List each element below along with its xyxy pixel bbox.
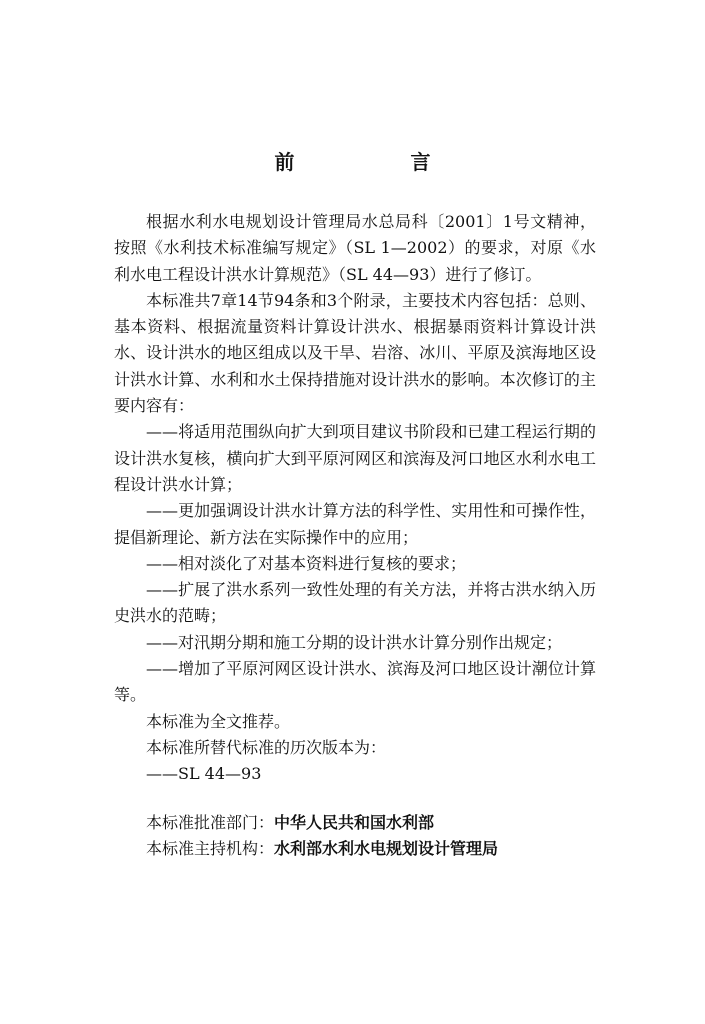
revision-item: ——对汛期分期和施工分期的设计洪水计算分别作出规定； — [146, 632, 563, 652]
page-title: 前 言 — [274, 150, 479, 174]
paragraph-background: 根据水利水电规划设计管理局水总局科〔2001〕1号文精神，按照《水利技术标准编写规定》（SL 1—2002）的要求，对原《水利水电工程设计洪水计算规范》（SL 44—93）进行了修订。 — [114, 212, 596, 284]
section-spacer — [114, 788, 596, 810]
paragraph-previous-versions: 本标准所替代标准的历次版本为： — [146, 737, 387, 757]
revision-item: ——增加了平原河网区设计洪水、滨海及河口地区设计潮位计算等。 — [114, 659, 596, 705]
host-organization-value: 水利部水利水电规划设计管理局 — [274, 838, 499, 858]
approval-department-row — [114, 810, 596, 836]
approval-department-label: 本标准批准部门： — [146, 812, 275, 832]
revision-item: ——更加强调设计洪水计算方法的科学性、实用性和可操作性，提倡新理论、新方法在实际操作中的应用； — [114, 501, 596, 547]
host-organization-label: 本标准主持机构： — [146, 838, 275, 858]
foreword-body — [114, 209, 596, 862]
approval-department-value: 中华人民共和国水利部 — [274, 812, 435, 832]
revision-item: ——相对淡化了对基本资料进行复核的要求； — [146, 553, 467, 573]
paragraph-contents: 本标准共7章14节94条和3个附录，主要技术内容包括：总则、基本资料、根据流量资料计算设计洪水、根据暴雨资料计算设计洪水、设计洪水的地区组成以及干旱、岩溶、冰川、平原及滨海地区设计洪水计算、水利和水土保持措施对设计洪水的影响。本次修订的主要内容有： — [114, 290, 596, 416]
host-organization-row — [114, 836, 596, 862]
paragraph-recommendation: 本标准为全文推荐。 — [146, 711, 291, 731]
previous-version-item: ——SL 44—93 — [146, 764, 262, 784]
revision-item: ——扩展了洪水系列一致性处理的有关方法，并将古洪水纳入历史洪水的范畴； — [114, 580, 596, 626]
revision-item: ——将适用范围纵向扩大到项目建议书阶段和已建工程运行期的设计洪水复核，横向扩大到平原河网区和滨海及河口地区水利水电工程设计洪水计算； — [114, 422, 596, 494]
